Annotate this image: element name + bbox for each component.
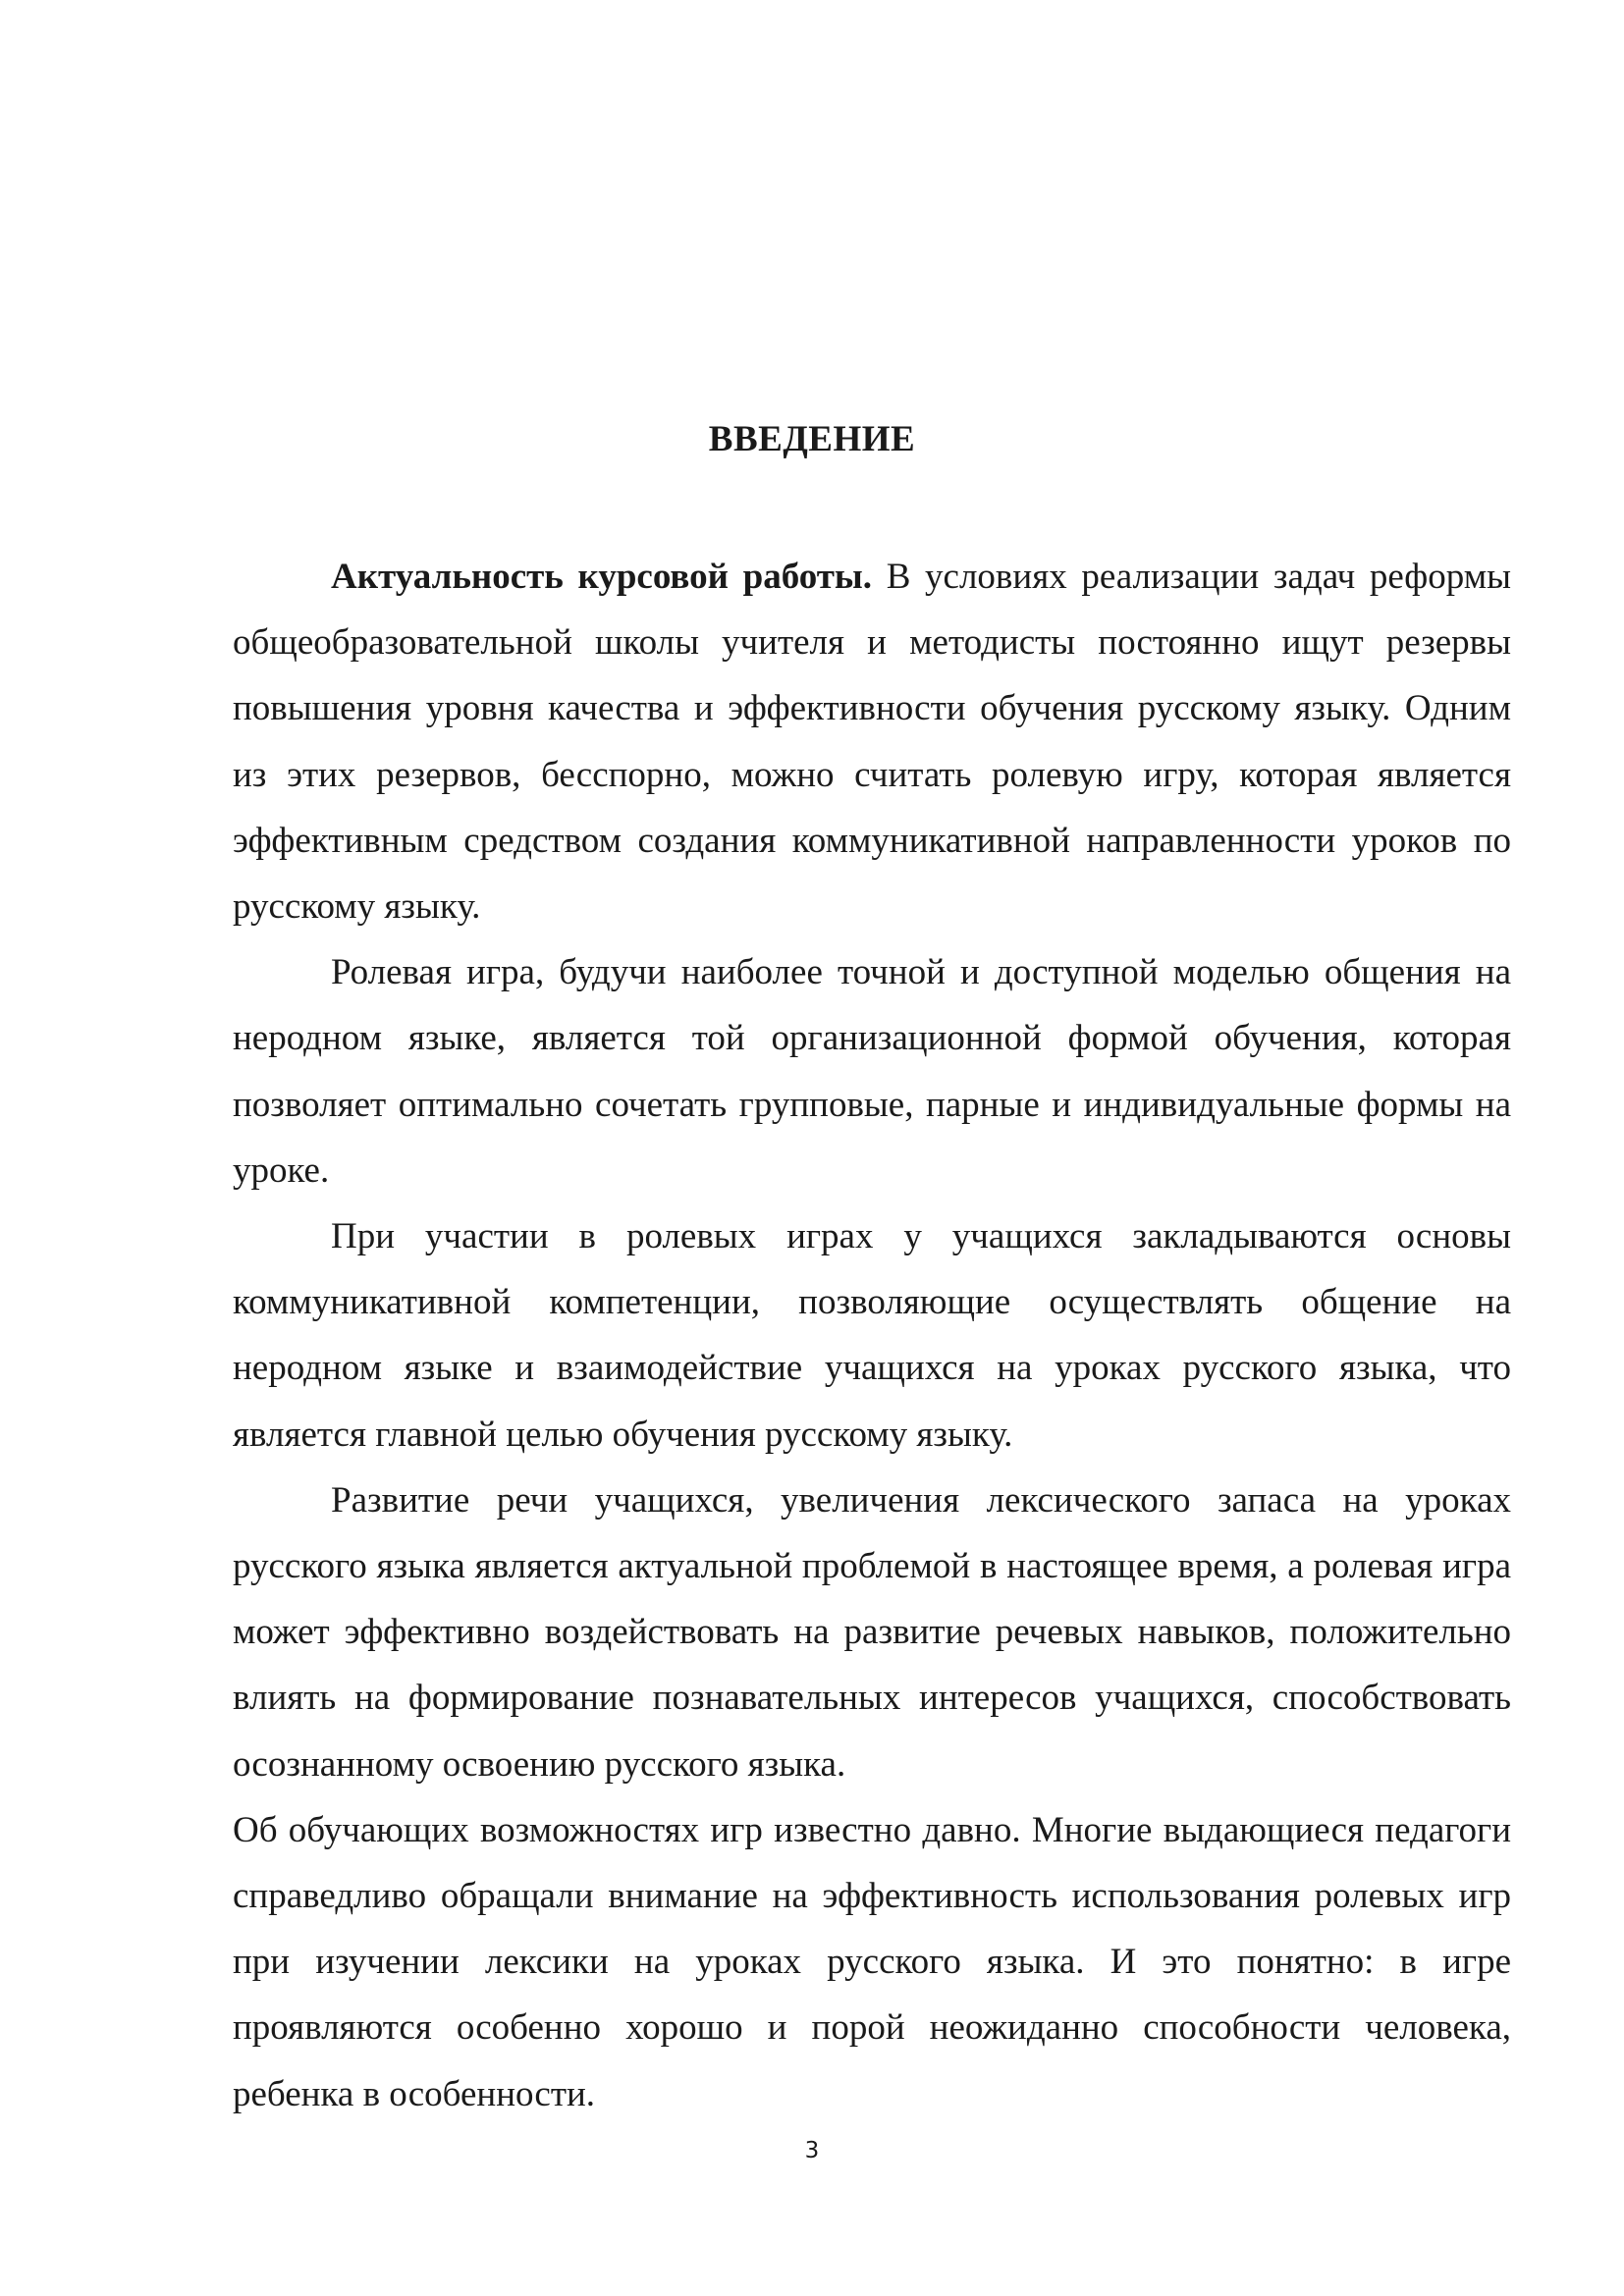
body-text [233, 544, 1511, 2127]
paragraph-lead-bold: Актуальность курсовой работы. [331, 557, 873, 597]
paragraph-speech-development: Развитие речи учащихся, увеличения лексического запаса на уроках русского языка является актуальной проблемой в настоящее время, а ролевая игра может эффективно воздействовать на развитие речевых навыков, положительно влиять на формирование познавательных интересов учащихся, способствовать осознанному освоению русского языка. [233, 1479, 1511, 1785]
paragraph-role-play: Ролевая игра, будучи наиболее точной и доступной моделью общения на неродном языке, является той организационной формой обучения, которая позволяет оптимально сочетать групповые, парные и индивидуальные формы на уроке. [233, 952, 1511, 1191]
paragraph-text: В условиях реализации задач реформы общеобразовательной школы учителя и методисты постоянно ищут резервы повышения уровня качества и эффективности обучения русскому языку. Одним из этих резервов, бесспорно, можно считать ролевую игру, которая является эффективным средством создания коммуникативной направленности уроков по русскому языку. [233, 557, 1511, 928]
paragraph-games: Об обучающих возможностях игр известно давно. Многие выдающиеся педагоги справедливо обращали внимание на эффективность использования ролевых игр при изучении лексики на уроках русского языка. И это понятно: в игре проявляются особенно хорошо и порой неожиданно способности человека, ребенка в особенности. [233, 1809, 1511, 2114]
section-heading: ВВЕДЕНИЕ [708, 419, 916, 459]
paragraph-competence: При участии в ролевых играх у учащихся закладываются основы коммуникативной компетенции, позволяющие осуществлять общение на неродном языке и взаимодействие учащихся на уроках русского языка, что является главной целью обучения русскому языку. [233, 1216, 1511, 1455]
paragraph-relevance [233, 544, 1511, 939]
page-number: 3 [804, 2138, 820, 2163]
